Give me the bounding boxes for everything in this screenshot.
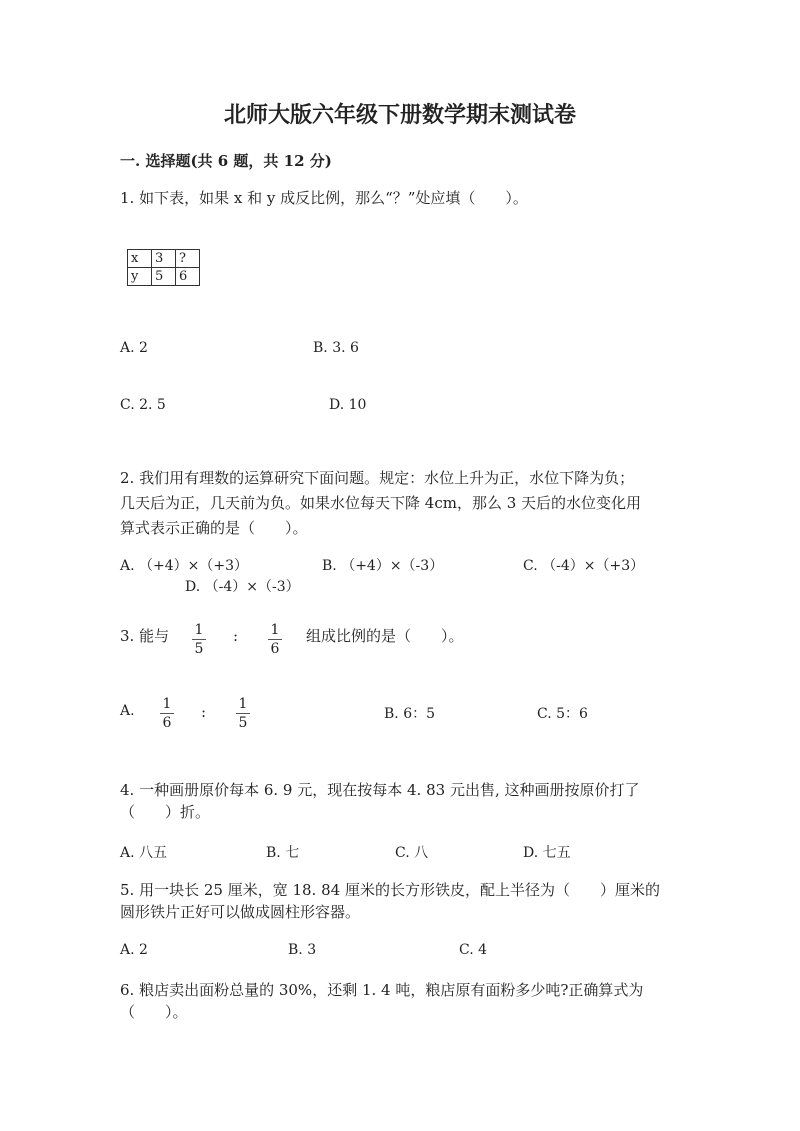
- question-3-prefix: 3. 能与: [120, 627, 170, 645]
- fraction: [235, 696, 251, 731]
- numerator: 1: [162, 696, 172, 712]
- ratio-colon: :: [233, 627, 239, 645]
- q2-option-c: C. （-4）×（+3）: [523, 558, 645, 574]
- q5-option-c: C. 4: [459, 942, 488, 958]
- numerator: 1: [238, 696, 248, 712]
- denominator: 6: [162, 715, 172, 731]
- q5-option-a: A. 2: [120, 942, 148, 958]
- q3-option-b: B. 6：5: [384, 706, 436, 722]
- question-6-line-1: 6. 粮店卖出面粉总量的 30%，还剩 1. 4 吨，粮店原有面粉多少吨?正确算式为: [120, 981, 644, 999]
- q2-option-d: D. （-4）×（-3）: [185, 579, 300, 595]
- q4-option-c: C. 八: [395, 845, 429, 861]
- fraction: [191, 622, 207, 657]
- table-cell: y: [128, 268, 152, 286]
- question-4-line-2: （ ）折。: [120, 803, 211, 821]
- q3-option-c: C. 5：6: [537, 706, 588, 722]
- numerator: 1: [270, 622, 280, 638]
- fraction-bar: [236, 713, 250, 714]
- q4-option-a: A. 八五: [120, 845, 168, 861]
- fraction-bar: [192, 639, 206, 640]
- denominator: 6: [270, 641, 280, 657]
- question-2-line-1: 2. 我们用有理数的运算研究下面问题。规定：水位上升为正，水位下降为负；: [120, 469, 635, 487]
- q1-option-a: A. 2: [120, 340, 148, 356]
- fraction: [159, 696, 175, 731]
- q4-option-d: D. 七五: [523, 845, 571, 861]
- question-5-line-2: 圆形铁片正好可以做成圆柱形容器。: [120, 903, 361, 921]
- q5-option-b: B. 3: [288, 942, 317, 958]
- table-cell: ?: [176, 250, 200, 268]
- xy-table: [127, 249, 200, 286]
- table-cell: 5: [152, 268, 176, 286]
- question-3-suffix: 组成比例的是（ ）。: [306, 627, 464, 645]
- question-2-line-3: 算式表示正确的是（ ）。: [120, 519, 308, 537]
- table-row: [128, 268, 200, 286]
- q1-option-d: D. 10: [329, 397, 367, 413]
- numerator: 1: [194, 622, 204, 638]
- table-cell: 3: [152, 250, 176, 268]
- fraction-bar: [268, 639, 282, 640]
- q2-option-b: B. （+4）×（-3）: [322, 558, 444, 574]
- section-heading: 一. 选择题(共 6 题，共 12 分): [120, 152, 332, 170]
- denominator: 5: [194, 641, 204, 657]
- question-2-line-2: 几天后为正，几天前为负。如果水位每天下降 4cm，那么 3 天后的水位变化用: [120, 494, 642, 512]
- denominator: 5: [238, 715, 248, 731]
- q3-option-a-label: A.: [120, 703, 135, 719]
- table-cell: 6: [176, 268, 200, 286]
- question-6-line-2: （ ）。: [120, 1003, 188, 1021]
- question-1-text: 1. 如下表，如果 x 和 y 成反比例，那么“？”处应填（ ）。: [120, 189, 528, 207]
- q4-option-b: B. 七: [266, 845, 300, 861]
- table-row: [128, 250, 200, 268]
- question-4-line-1: 4. 一种画册原价每本 6. 9 元，现在按每本 4. 83 元出售, 这种画册按原价打了: [120, 781, 640, 799]
- ratio-colon: :: [201, 703, 207, 721]
- q2-option-a: A. （+4）×（+3）: [120, 558, 249, 574]
- fraction-bar: [160, 713, 174, 714]
- question-5-line-1: 5. 用一块长 25 厘米，宽 18. 84 厘米的长方形铁皮，配上半径为（ ）厘米的: [120, 881, 660, 899]
- table-cell: x: [128, 250, 152, 268]
- page-title: 北师大版六年级下册数学期末测试卷: [223, 102, 576, 128]
- q1-option-b: B. 3. 6: [313, 340, 359, 356]
- q1-option-c: C. 2. 5: [120, 397, 166, 413]
- fraction: [267, 622, 283, 657]
